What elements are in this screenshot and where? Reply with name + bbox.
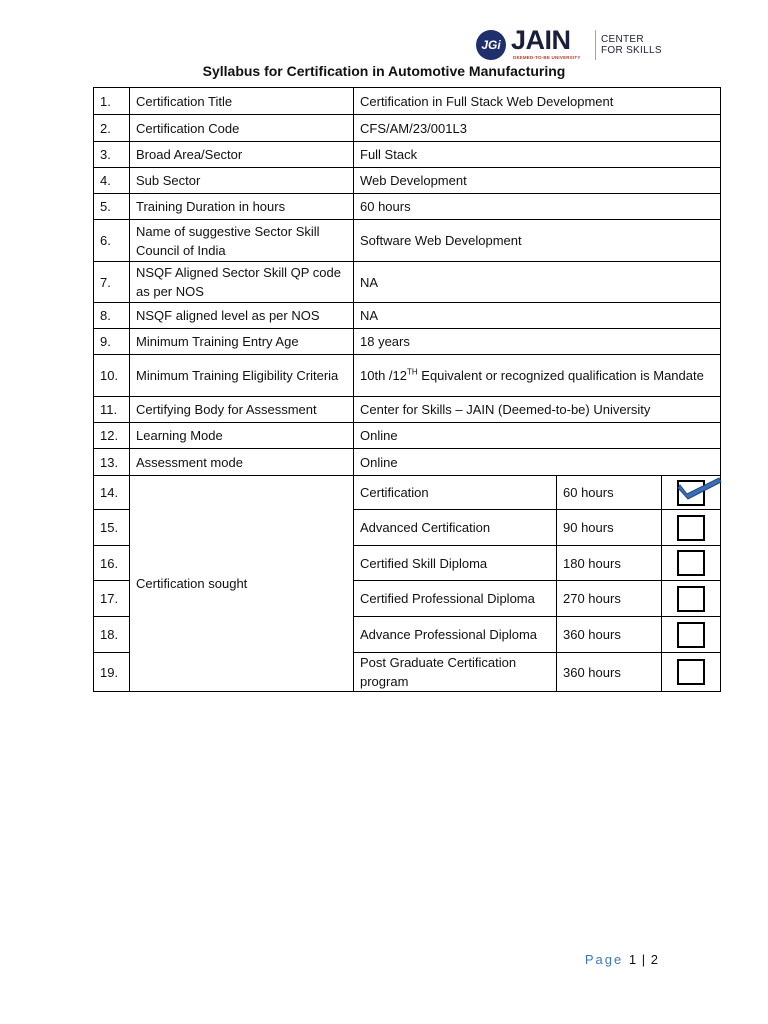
certification-name: Post Graduate Certification program bbox=[354, 653, 557, 692]
row-number: 4. bbox=[94, 168, 130, 194]
checkbox-cell bbox=[662, 581, 721, 617]
certification-hours: 360 hours bbox=[557, 617, 662, 653]
certification-hours: 270 hours bbox=[557, 581, 662, 617]
logo-brand-sub: DEEMED-TO-BE UNIVERSITY bbox=[513, 55, 581, 60]
row-number: 15. bbox=[94, 510, 130, 546]
table-row bbox=[94, 397, 721, 423]
row-number: 10. bbox=[94, 355, 130, 397]
table-row bbox=[94, 220, 721, 262]
row-value: 18 years bbox=[354, 329, 721, 355]
row-number: 8. bbox=[94, 303, 130, 329]
table-row bbox=[94, 303, 721, 329]
certification-name: Certification bbox=[354, 476, 557, 510]
row-number: 9. bbox=[94, 329, 130, 355]
row-label: NSQF Aligned Sector Skill QP code as per NOS bbox=[130, 262, 354, 303]
row-label: Certification Code bbox=[130, 115, 354, 142]
table-row bbox=[94, 168, 721, 194]
row-value: Online bbox=[354, 449, 721, 476]
row-value bbox=[354, 355, 721, 397]
row-number: 1. bbox=[94, 88, 130, 115]
logo-side-line2: FOR SKILLS bbox=[601, 45, 662, 56]
checkbox-cell bbox=[662, 476, 721, 510]
checkmark-icon bbox=[677, 474, 723, 500]
footer-separator: | bbox=[641, 952, 646, 967]
row-label: NSQF aligned level as per NOS bbox=[130, 303, 354, 329]
certification-checkbox[interactable] bbox=[677, 586, 705, 612]
footer-page-total: 2 bbox=[650, 952, 658, 967]
row-value: Full Stack bbox=[354, 142, 721, 168]
certification-hours: 360 hours bbox=[557, 653, 662, 692]
table-row bbox=[94, 423, 721, 449]
row-value: 60 hours bbox=[354, 194, 721, 220]
checkbox-cell bbox=[662, 617, 721, 653]
row-label: Assessment mode bbox=[130, 449, 354, 476]
row-number: 16. bbox=[94, 546, 130, 581]
row-label: Training Duration in hours bbox=[130, 194, 354, 220]
certification-hours: 180 hours bbox=[557, 546, 662, 581]
certification-checkbox[interactable] bbox=[677, 480, 705, 506]
row-value: NA bbox=[354, 303, 721, 329]
footer-page-number: 1 bbox=[628, 952, 637, 967]
row-number: 11. bbox=[94, 397, 130, 423]
row-number: 14. bbox=[94, 476, 130, 510]
table-row bbox=[94, 115, 721, 142]
row-value: CFS/AM/23/001L3 bbox=[354, 115, 721, 142]
row-label: Sub Sector bbox=[130, 168, 354, 194]
certification-name: Advanced Certification bbox=[354, 510, 557, 546]
row-number: 6. bbox=[94, 220, 130, 262]
eligibility-superscript: TH bbox=[407, 367, 418, 377]
row-number: 5. bbox=[94, 194, 130, 220]
table-row bbox=[94, 262, 721, 303]
row-label: Name of suggestive Sector Skill Council of India bbox=[130, 220, 354, 262]
document-title: Syllabus for Certification in Automotive Manufacturing bbox=[202, 63, 566, 79]
table-row bbox=[94, 194, 721, 220]
certification-name: Certified Skill Diploma bbox=[354, 546, 557, 581]
certification-name: Certified Professional Diploma bbox=[354, 581, 557, 617]
row-label: Learning Mode bbox=[130, 423, 354, 449]
page-footer bbox=[585, 952, 658, 967]
certification-name: Advance Professional Diploma bbox=[354, 617, 557, 653]
checkbox-cell bbox=[662, 546, 721, 581]
row-number: 18. bbox=[94, 617, 130, 653]
table-row bbox=[94, 88, 721, 115]
row-number: 7. bbox=[94, 262, 130, 303]
checkbox-cell bbox=[662, 653, 721, 692]
jain-logo bbox=[476, 25, 662, 62]
row-label: Certifying Body for Assessment bbox=[130, 397, 354, 423]
logo-brand: JAIN bbox=[511, 25, 571, 55]
eligibility-suffix: Equivalent or recognized qualification is Mandate bbox=[417, 368, 704, 383]
row-value: Web Development bbox=[354, 168, 721, 194]
row-value: Software Web Development bbox=[354, 220, 721, 262]
certification-hours: 60 hours bbox=[557, 476, 662, 510]
row-value: Online bbox=[354, 423, 721, 449]
logo-divider bbox=[595, 30, 596, 60]
row-number: 2. bbox=[94, 115, 130, 142]
row-number: 13. bbox=[94, 449, 130, 476]
table-row bbox=[94, 476, 721, 510]
checkbox-cell bbox=[662, 510, 721, 546]
row-value: Certification in Full Stack Web Development bbox=[354, 88, 721, 115]
logo-side-line1: CENTER bbox=[601, 34, 644, 45]
row-number: 19. bbox=[94, 653, 130, 692]
logo-side-text bbox=[601, 34, 662, 56]
eligibility-prefix: 10th /12 bbox=[360, 368, 407, 383]
certification-checkbox[interactable] bbox=[677, 659, 705, 685]
table-row bbox=[94, 449, 721, 476]
syllabus-table bbox=[93, 87, 721, 692]
jgi-badge: JGi bbox=[476, 30, 506, 60]
footer-page-label: Page bbox=[584, 952, 624, 967]
row-number: 17. bbox=[94, 581, 130, 617]
logo-wordmark bbox=[511, 25, 591, 62]
row-value: NA bbox=[354, 262, 721, 303]
certification-checkbox[interactable] bbox=[677, 515, 705, 541]
row-label: Certification Title bbox=[130, 88, 354, 115]
certification-checkbox[interactable] bbox=[677, 622, 705, 648]
certification-checkbox[interactable] bbox=[677, 550, 705, 576]
certification-hours: 90 hours bbox=[557, 510, 662, 546]
row-number: 12. bbox=[94, 423, 130, 449]
row-number: 3. bbox=[94, 142, 130, 168]
table-row bbox=[94, 142, 721, 168]
table-row bbox=[94, 355, 721, 397]
row-value: Center for Skills – JAIN (Deemed-to-be) University bbox=[354, 397, 721, 423]
row-label: Minimum Training Eligibility Criteria bbox=[130, 355, 354, 397]
table-row bbox=[94, 329, 721, 355]
row-label: Broad Area/Sector bbox=[130, 142, 354, 168]
row-label: Minimum Training Entry Age bbox=[130, 329, 354, 355]
certification-sought-label: Certification sought bbox=[130, 476, 354, 692]
